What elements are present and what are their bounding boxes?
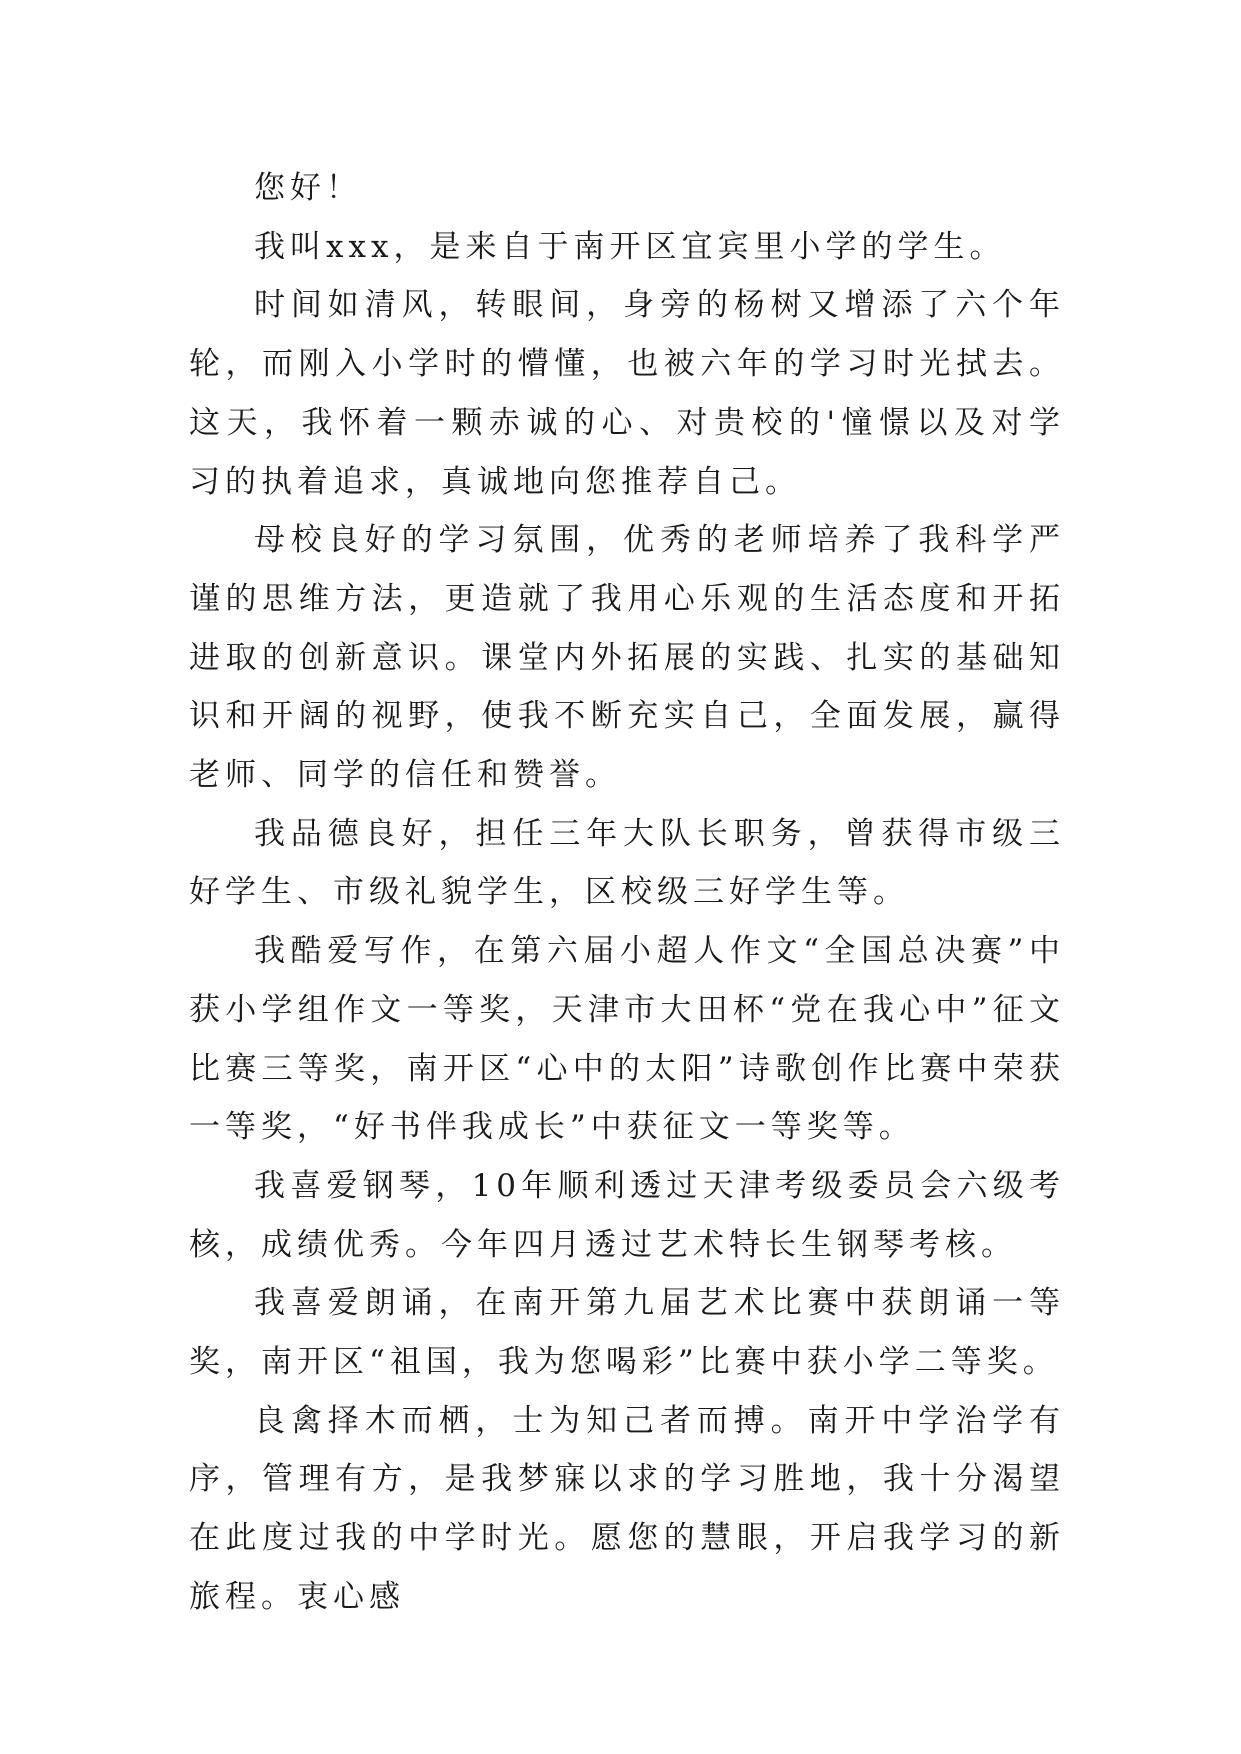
recitation-paragraph: 我喜爱朗诵，在南开第九届艺术比赛中获朗诵一等奖，南开区“祖国，我为您喝彩”比赛中获小学二等奖。 bbox=[189, 1285, 1065, 1381]
character-paragraph: 我品德良好，担任三年大队长职务，曾获得市级三好学生、市级礼貌学生，区校级三好学生等。 bbox=[189, 815, 1065, 911]
school-paragraph: 母校良好的学习氛围，优秀的老师培养了我科学严谨的思维方法，更造就了我用心乐观的生活态度和开拓进取的创新意识。课堂内外拓展的实践、扎实的基础知识和开阔的视野，使我不断充实自己，全面发展，赢得老师、同学的信任和赞誉。 bbox=[189, 522, 1065, 794]
closing-paragraph: 良禽择木而栖，士为知己者而搏。南开中学治学有序，管理有方，是我梦寐以求的学习胜地，我十分渴望在此度过我的中学时光。愿您的慧眼，开启我学习的新旅程。衷心感 bbox=[189, 1402, 1065, 1615]
time-paragraph: 时间如清风，转眼间，身旁的杨树又增添了六个年轮，而刚入小学时的懵懂，也被六年的学习时光拭去。这天，我怀着一颗赤诚的心、对贵校的'憧憬以及对学习的执着追求，真诚地向您推荐自己。 bbox=[189, 287, 1065, 500]
piano-paragraph: 我喜爱钢琴，10年顺利透过天津考级委员会六级考核，成绩优秀。今年四月透过艺术特长生钢琴考核。 bbox=[189, 1167, 1065, 1263]
writing-paragraph: 我酷爱写作，在第六届小超人作文“全国总决赛”中获小学组作文一等奖，天津市大田杯“党在我心中”征文比赛三等奖，南开区“心中的太阳”诗歌创作比赛中荣获一等奖，“好书伴我成长”中获征文一等奖等。 bbox=[189, 933, 1065, 1146]
introduction-paragraph: 我叫xxx，是来自于南开区宜宾里小学的学生。 bbox=[254, 228, 1006, 265]
greeting-paragraph: 您好！ bbox=[254, 170, 362, 206]
letter-body bbox=[189, 159, 1065, 1627]
